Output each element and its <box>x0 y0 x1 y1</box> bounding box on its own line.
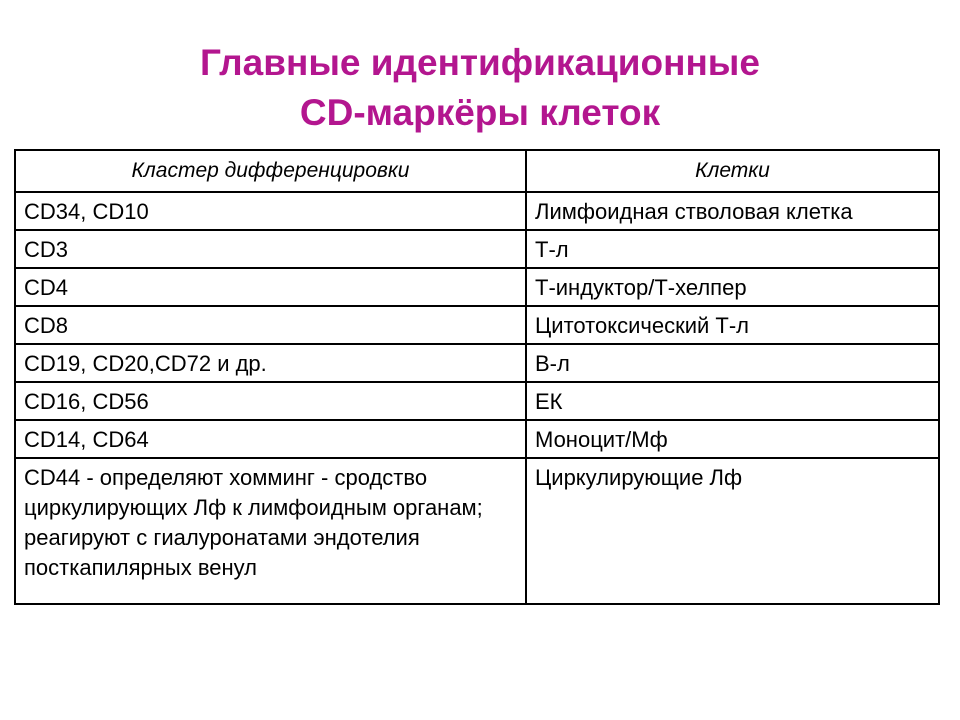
table-row <box>15 382 939 420</box>
cluster-cell: CD44 - определяют хомминг - сродство циркулирующих Лф к лимфоидным органам; реагируют с гиалуронатами эндотелия посткапилярных венул <box>15 458 526 604</box>
table-row <box>15 344 939 382</box>
cells-cell: ЕК <box>526 382 939 420</box>
cells-cell: Циркулирующие Лф <box>526 458 939 604</box>
page-title-line-1: Главные идентификационные <box>200 42 760 83</box>
table-row <box>15 306 939 344</box>
table-row <box>15 230 939 268</box>
table-header-row <box>15 150 939 192</box>
cluster-cell: CD4 <box>15 268 526 306</box>
cells-cell: Т-л <box>526 230 939 268</box>
cells-cell: Лимфоидная стволовая клетка <box>526 192 939 230</box>
cells-cell: Цитотоксический Т-л <box>526 306 939 344</box>
page-title-line-2: CD-маркёры клеток <box>299 92 661 133</box>
page-title <box>0 38 960 138</box>
cluster-cell: CD16, CD56 <box>15 382 526 420</box>
cluster-cell: CD19, CD20,CD72 и др. <box>15 344 526 382</box>
header-cluster: Кластер дифференцировки <box>15 150 526 192</box>
table-row <box>15 458 939 604</box>
cluster-cell: CD3 <box>15 230 526 268</box>
table-row <box>15 268 939 306</box>
cells-cell: В-л <box>526 344 939 382</box>
table-row <box>15 192 939 230</box>
cluster-cell: CD8 <box>15 306 526 344</box>
cluster-cell: CD34, CD10 <box>15 192 526 230</box>
table-row <box>15 420 939 458</box>
cells-cell: Моноцит/Мф <box>526 420 939 458</box>
cells-cell: Т-индуктор/Т-хелпер <box>526 268 939 306</box>
header-cells: Клетки <box>526 150 939 192</box>
cluster-cell: CD14, CD64 <box>15 420 526 458</box>
cd-markers-table <box>14 149 940 605</box>
